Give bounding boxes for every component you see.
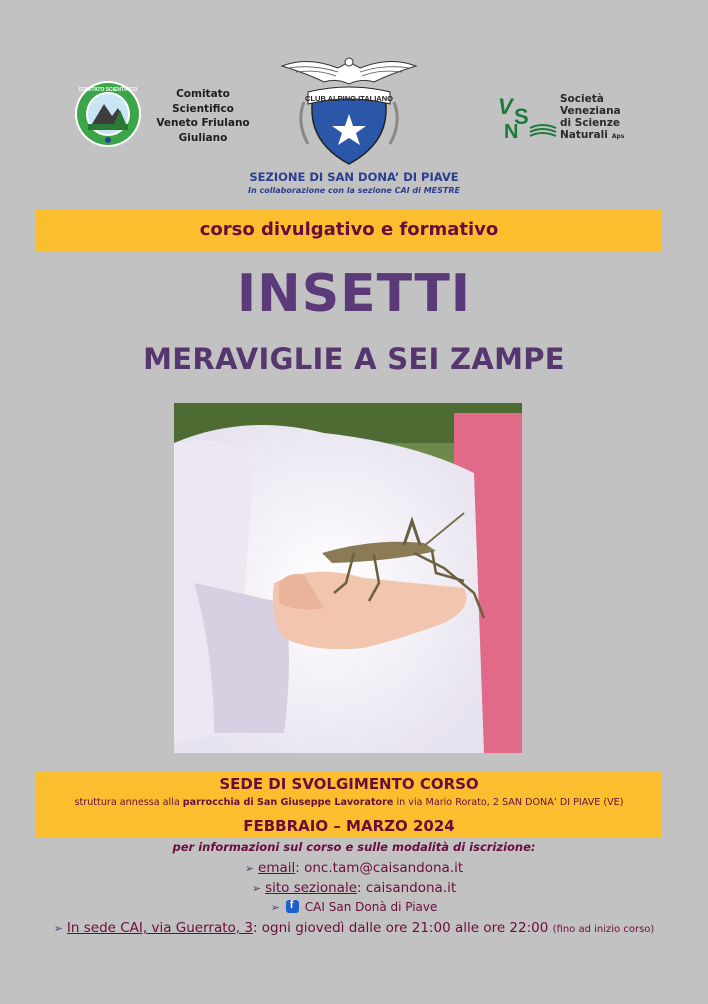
venue-title: SEDE DI SVOLGIMENTO CORSO [219, 775, 479, 793]
info-sede [0, 920, 708, 936]
address-parish: parrocchia di San Giuseppe Lavoratore [182, 797, 394, 808]
svg-text:V: V [498, 94, 513, 119]
praying-mantis-photo [174, 403, 522, 753]
course-dates: FEBBRAIO – MARZO 2024 [243, 817, 455, 835]
sede-link[interactable]: In sede CAI, via Guerrato, 3 [66, 920, 253, 936]
venue-banner [36, 771, 662, 837]
svg-text:S: S [514, 104, 529, 129]
svsn-logo [496, 92, 562, 142]
left-org-line: Giuliano [178, 131, 228, 144]
left-org-line: Comitato [176, 88, 230, 100]
left-logo-text: COMITATO SCIENTIFICO [78, 87, 138, 93]
venue-address [36, 797, 662, 808]
facebook-icon[interactable]: f [286, 900, 299, 913]
address-suffix: in via Mario Rorato, 2 SAN DONA’ DI PIAVE (VE) [396, 797, 624, 808]
course-type-banner [36, 209, 662, 251]
email-value: : onc.tam@caisandona.it [295, 860, 464, 876]
main-title: INSETTI [236, 264, 472, 324]
email-link[interactable]: email [258, 860, 296, 876]
left-org-name [148, 87, 258, 145]
left-org-line: Scientifico [172, 102, 234, 115]
comitato-scientifico-logo [74, 80, 142, 148]
right-org-suffix: Aps [611, 133, 625, 140]
info-site [0, 880, 708, 896]
right-org-name [560, 93, 640, 143]
svg-text:N: N [504, 121, 519, 142]
course-type: corso divulgativo e formativo [199, 219, 499, 240]
cai-logo-text: CLUB ALPINO ITALIANO [305, 94, 393, 103]
arrow-bullet-icon: ➢ [270, 901, 280, 914]
cai-logo [278, 52, 420, 172]
subtitle: MERAVIGLIE A SEI ZAMPE [143, 342, 565, 376]
arrow-bullet-icon: ➢ [251, 882, 262, 895]
section-name: SEZIONE DI SAN DONA’ DI PIAVE [249, 170, 459, 184]
left-org-line: Veneto Friulano [156, 117, 250, 129]
facebook-text[interactable]: CAI San Donà di Piave [304, 900, 438, 914]
info-heading: per informazioni sul corso e sulle modalità di iscrizione: [172, 840, 536, 854]
info-email [0, 860, 708, 876]
sede-note: (fino ad inizio corso) [552, 924, 655, 935]
arrow-bullet-icon: ➢ [53, 922, 63, 935]
sede-value: : ogni giovedì dalle ore 21:00 alle ore 22:00 [252, 920, 549, 936]
right-org-line: Naturali [560, 129, 608, 141]
arrow-bullet-icon: ➢ [244, 862, 255, 875]
right-org-line: Veneziana [560, 105, 621, 117]
right-org-line: Società [560, 93, 604, 105]
right-org-line: di Scienze [560, 117, 620, 129]
site-value: : caisandona.it [357, 880, 457, 896]
site-link[interactable]: sito sezionale [265, 880, 358, 896]
address-prefix: struttura annessa alla [74, 797, 180, 808]
collaboration-note: In collaborazione con la sezione CAI di MESTRE [248, 186, 460, 195]
info-facebook [0, 900, 708, 914]
